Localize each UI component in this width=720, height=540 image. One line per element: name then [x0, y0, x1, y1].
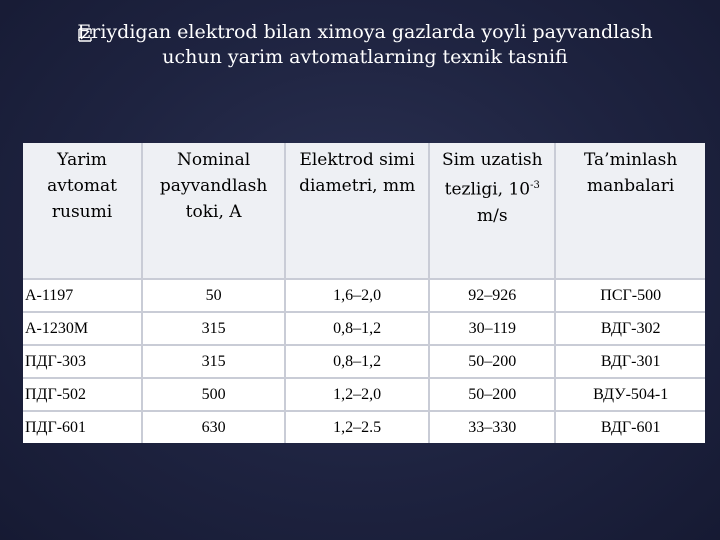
cell-wire-speed: 92–926 [429, 279, 555, 312]
cell-wire-diameter: 1,6–2,0 [285, 279, 429, 312]
cell-current: 500 [142, 378, 285, 411]
cell-wire-diameter: 1,2–2,0 [285, 378, 429, 411]
cell-model: A-1230M [23, 312, 142, 345]
table-row [23, 411, 705, 443]
cell-power-source: ВДГ-301 [555, 345, 705, 378]
table-row [23, 378, 705, 411]
cell-wire-speed: 50–200 [429, 378, 555, 411]
cell-power-source: ВДГ-601 [555, 411, 705, 443]
column-header-model: Yarim avtomat rusumi [23, 143, 142, 279]
cell-current: 315 [142, 345, 285, 378]
cell-wire-speed: 30–119 [429, 312, 555, 345]
cell-current: 630 [142, 411, 285, 443]
spec-table [23, 143, 705, 443]
table-row [23, 345, 705, 378]
table-header-row [23, 143, 705, 279]
cell-model: A-1197 [23, 279, 142, 312]
table-row [23, 279, 705, 312]
slide-title-block [60, 20, 670, 70]
table-row [23, 312, 705, 345]
header-superscript: -3 [530, 180, 540, 191]
slide-title: Eriydigan elektrod bilan ximoya gazlarda yoyli payvandlash uchun yarim avtomatlarning texnik tasnifi [77, 21, 653, 68]
cell-power-source: ВДГ-302 [555, 312, 705, 345]
cell-model: ПДГ-502 [23, 378, 142, 411]
cell-model: ПДГ-601 [23, 411, 142, 443]
cell-current: 50 [142, 279, 285, 312]
cell-wire-diameter: 0,8–1,2 [285, 312, 429, 345]
cell-wire-diameter: 0,8–1,2 [285, 345, 429, 378]
broken-square-bullet-icon [78, 28, 92, 42]
cell-wire-speed: 33–330 [429, 411, 555, 443]
cell-wire-diameter: 1,2–2.5 [285, 411, 429, 443]
column-header-wire-diameter: Elektrod simi diametri, mm [285, 143, 429, 279]
spec-table-container [23, 143, 705, 443]
cell-power-source: ПСГ-500 [555, 279, 705, 312]
cell-current: 315 [142, 312, 285, 345]
column-header-current: Nominal payvandlash toki, A [142, 143, 285, 279]
cell-model: ПДГ-303 [23, 345, 142, 378]
cell-power-source: ВДУ-504-1 [555, 378, 705, 411]
cell-wire-speed: 50–200 [429, 345, 555, 378]
column-header-power-source: Ta’minlash manbalari [555, 143, 705, 279]
column-header-wire-speed: Sim uzatish tezligi, $10^{-3}$ m/s [429, 143, 555, 279]
